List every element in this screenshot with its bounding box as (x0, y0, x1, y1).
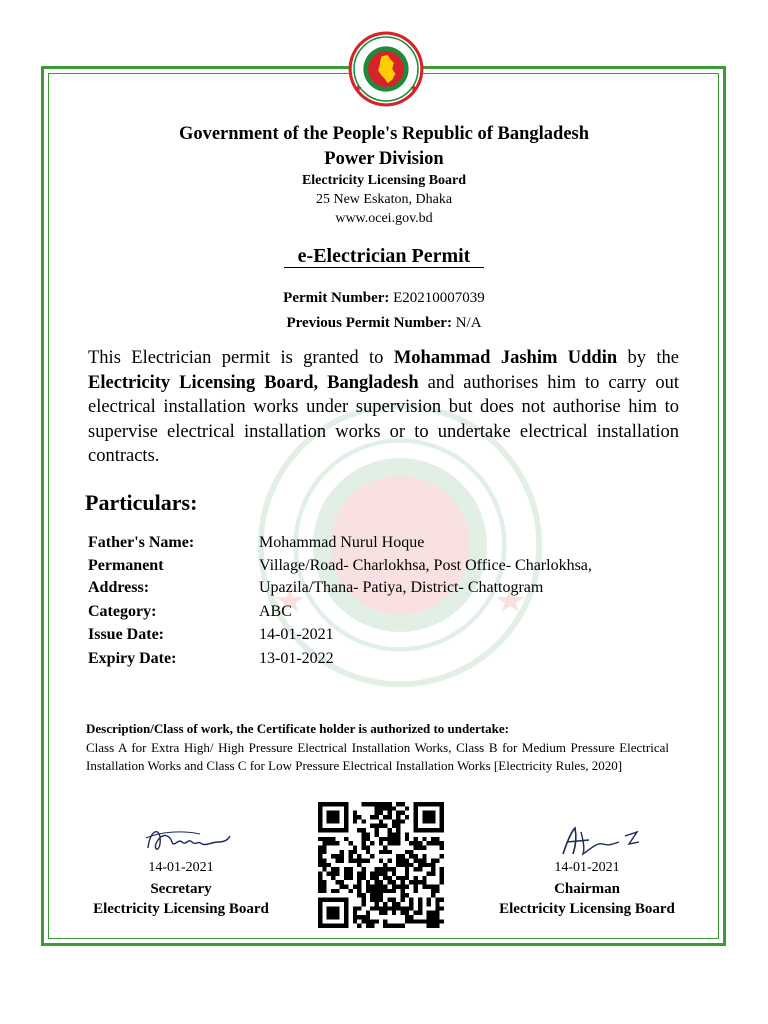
address-label-line1: Permanent (88, 557, 164, 574)
issue-date-label: Issue Date: (88, 626, 164, 643)
permit-number-value: E20210007039 (393, 290, 485, 306)
board-name: Electricity Licensing Board (301, 173, 467, 188)
board-address: 25 New Eskaton, Dhaka (315, 192, 453, 207)
chairman-org: Electricity Licensing Board (499, 901, 675, 917)
chairman-signature-icon (553, 822, 643, 860)
previous-permit-row (0, 315, 768, 332)
authority-name: Electricity Licensing Board, Bangladesh (88, 372, 419, 393)
father-label: Father's Name: (88, 534, 195, 551)
particulars-heading: Particulars: (85, 490, 198, 515)
statement-text-2: by the (617, 348, 680, 368)
division-title: Power Division (324, 149, 444, 169)
description-text: Class A for Extra High/ High Pressure Electrical Installation Works, Class B for Medium Pressure Electrical Installation Works and Class C for Low Pressure Electrical Installation Works [Electricity Rules, 2020] (86, 740, 669, 773)
father-value: Mohammad Nurul Hoque (259, 534, 425, 551)
statement-text-1: This Electrician permit is granted to (88, 348, 394, 368)
chairman-title: Chairman (554, 881, 620, 897)
address-value-line2: Upazila/Thana- Patiya, District- Chattogram (259, 579, 544, 596)
government-seal-icon (347, 30, 425, 108)
expiry-date-value: 13-01-2022 (259, 650, 334, 667)
category-label: Category: (88, 603, 157, 620)
statement-text-3: and authorises him to carry out electrical installation works under supervision but does not authorise him to supervise electrical installation works or to undertake electrical installation contracts. (88, 372, 680, 466)
title-underline (284, 267, 484, 268)
permit-statement (88, 346, 679, 469)
description-heading: Description/Class of work, the Certificate holder is authorized to undertake: (86, 721, 509, 736)
permit-number-label: Permit Number: (283, 290, 390, 306)
secretary-signature-icon (140, 818, 235, 860)
previous-permit-value: N/A (455, 315, 482, 331)
secretary-title: Secretary (150, 881, 212, 897)
address-value-line1: Village/Road- Charlokhsa, Post Office- Charlokhsa, (259, 557, 592, 574)
expiry-date-label: Expiry Date: (88, 650, 177, 667)
secretary-date: 14-01-2021 (148, 860, 214, 875)
certificate-title: e-Electrician Permit (297, 245, 471, 267)
qr-code[interactable] (316, 802, 446, 928)
address-label-line2: Address: (88, 579, 150, 596)
holder-name: Mohammad Jashim Uddin (393, 348, 618, 368)
government-title: Government of the People's Republic of Bangladesh (178, 124, 590, 144)
board-website[interactable]: www.ocei.gov.bd (335, 211, 433, 226)
secretary-org: Electricity Licensing Board (93, 901, 269, 917)
category-value: ABC (259, 603, 292, 620)
chairman-date: 14-01-2021 (554, 860, 620, 875)
previous-permit-label: Previous Permit Number: (286, 315, 452, 331)
permit-number-row (0, 290, 768, 307)
issue-date-value: 14-01-2021 (259, 626, 334, 643)
secretary-signature-block (66, 860, 296, 919)
chairman-signature-block (472, 860, 702, 919)
